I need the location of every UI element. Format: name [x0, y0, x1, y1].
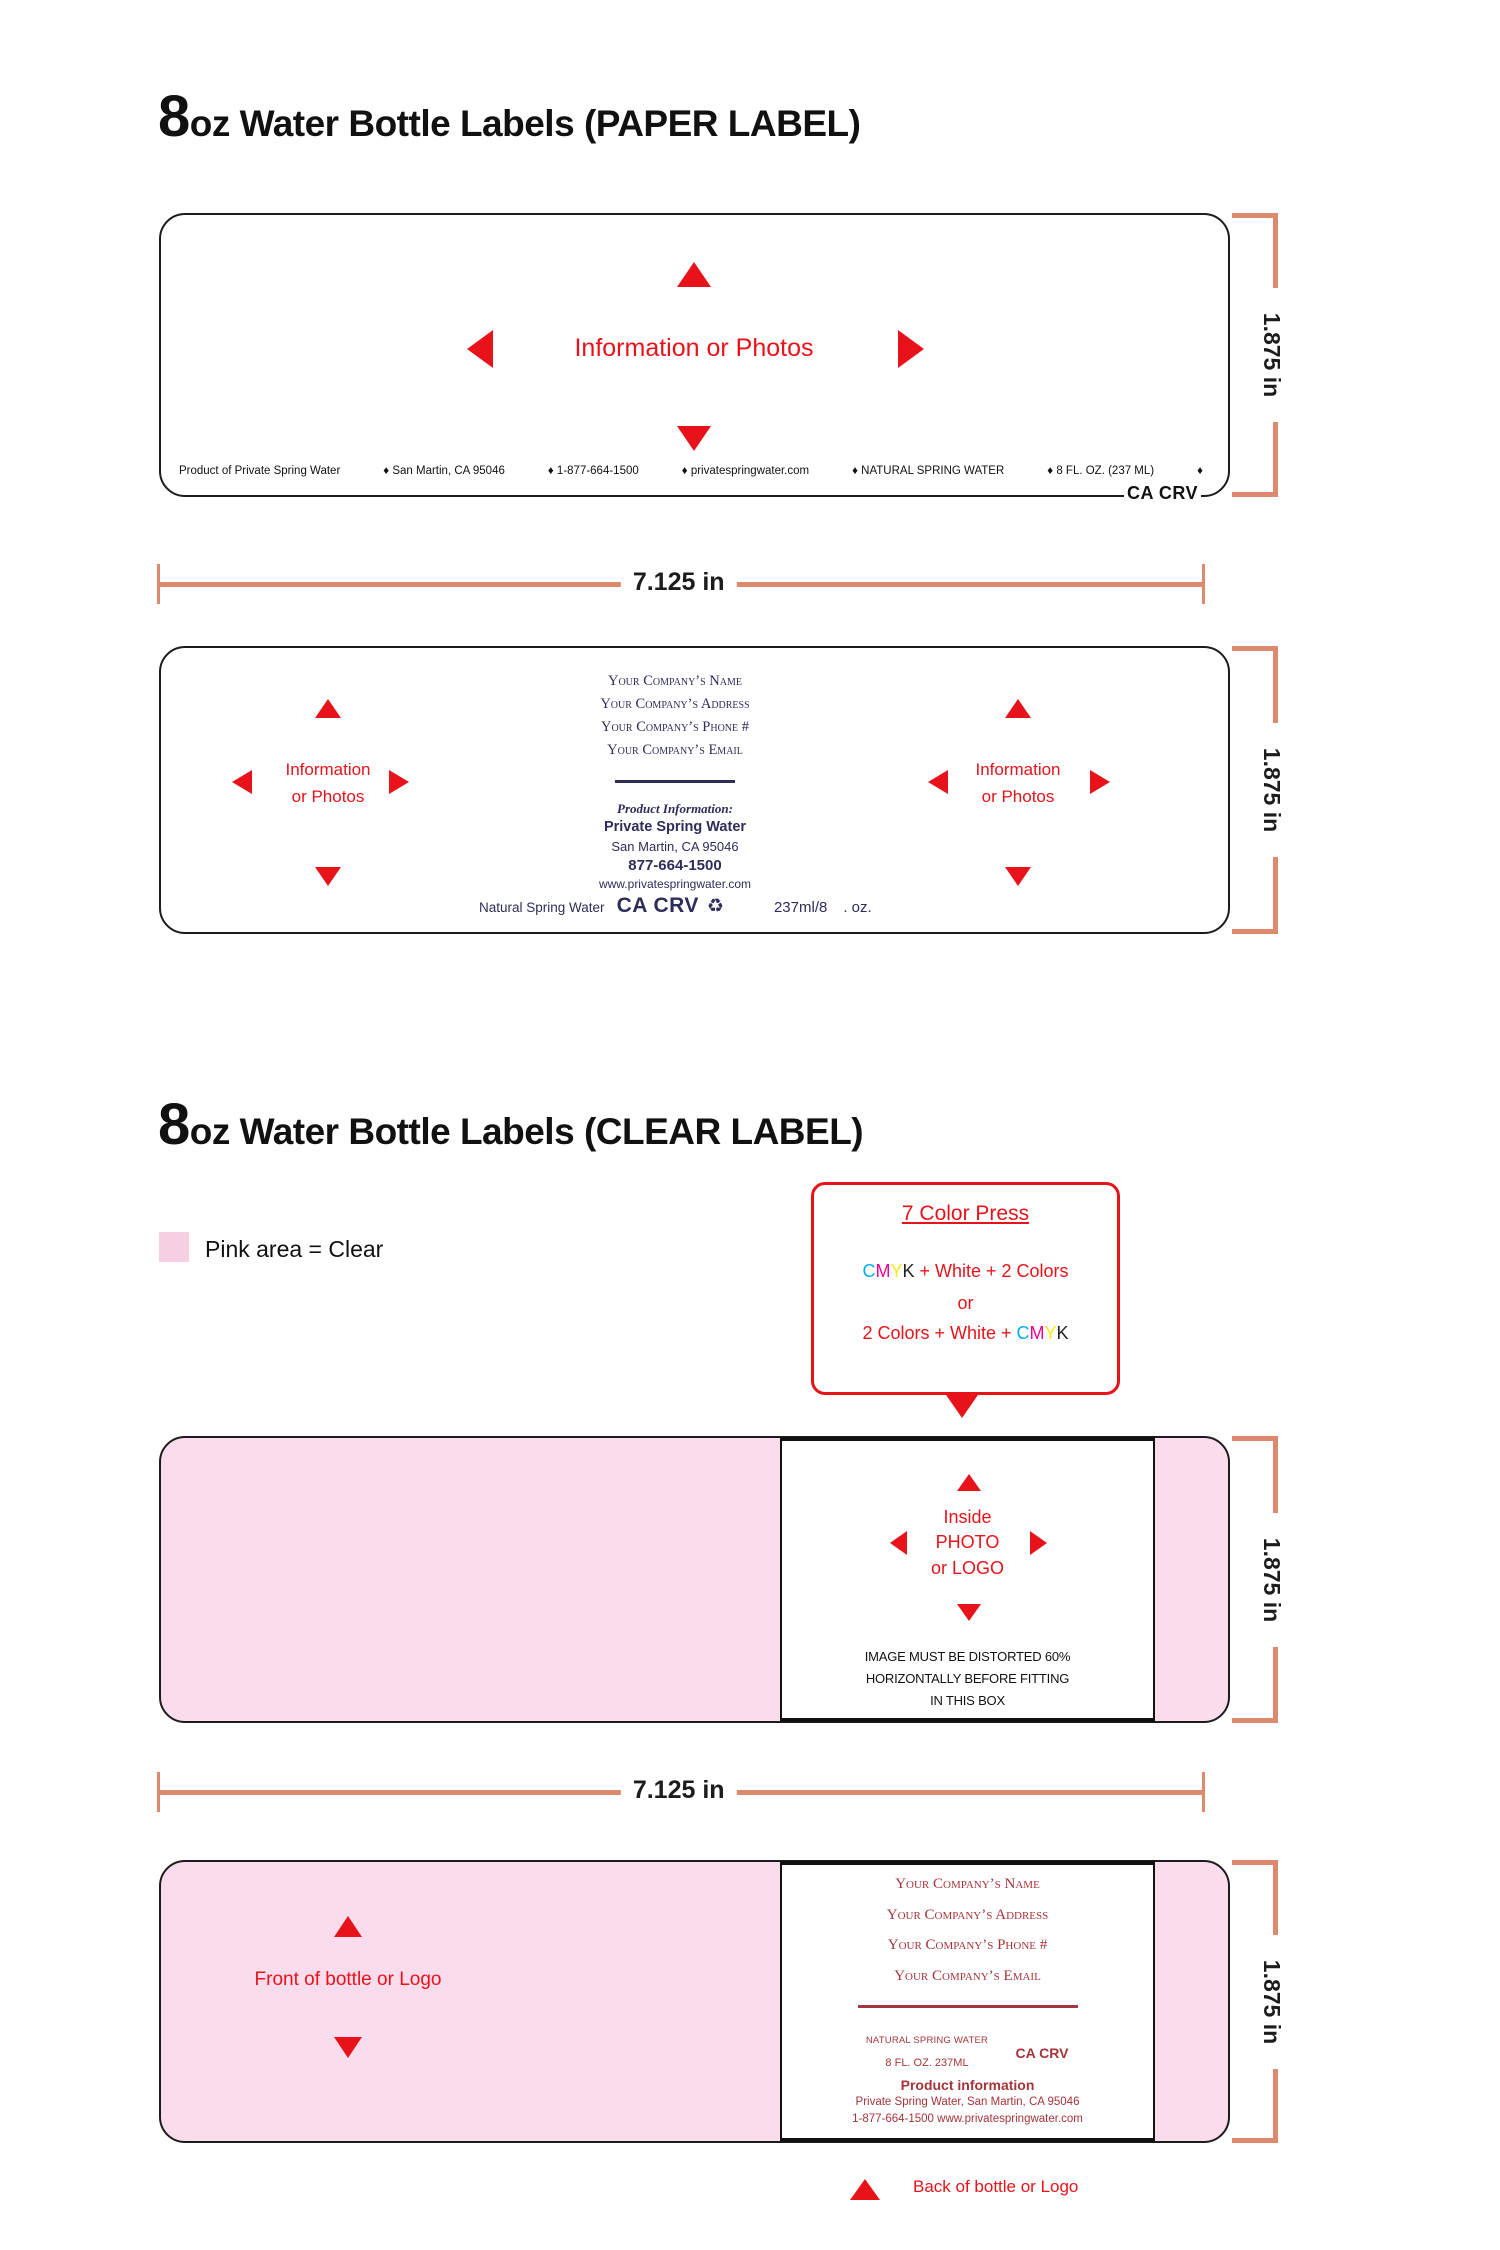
color-press-line1: [814, 1261, 1117, 1282]
company-name: Private Spring Water: [603, 819, 747, 835]
arrow-up-icon: [1005, 699, 1031, 718]
product-info-label: Product information: [900, 2077, 1035, 2093]
back-note-label: Back of bottle or Logo: [913, 2177, 1079, 2196]
arrow-right-icon: [1030, 1531, 1047, 1555]
colored-text-segment: M: [1029, 1323, 1045, 1343]
dimension-line: [1273, 422, 1278, 492]
height-dimension-label: 1.875 in: [1259, 747, 1285, 833]
product-contact-line: 1-877-664-1500 www.privatespringwater.com: [852, 2113, 1083, 2125]
section-title-paper: [158, 84, 861, 149]
arrow-up-icon: [850, 2179, 880, 2200]
colored-text-segment: 2 Colors + White +: [862, 1323, 1017, 1343]
dimension-tick: [1232, 492, 1278, 497]
company-line: Your Company’s Address: [886, 1906, 1049, 1923]
inside-line1: Inside: [943, 1507, 992, 1527]
clear-label-inside: [159, 1436, 1230, 1723]
ca-crv-mark: CA CRV: [616, 894, 699, 917]
dimension-tick: [1202, 564, 1205, 604]
arrow-down-icon: [334, 2037, 362, 2058]
arrow-down-icon: [677, 426, 711, 451]
label-footer-line: [479, 894, 872, 918]
natural-spring-water-text: NATURAL SPRING WATER: [865, 2035, 989, 2046]
color-press-or: or: [957, 1293, 974, 1313]
arrow-right-icon: [898, 330, 924, 368]
colored-text-segment: C: [862, 1261, 876, 1281]
divider-line: [858, 2005, 1078, 2008]
front-placeholder-text: Front of bottle or Logo: [254, 1969, 442, 1990]
company-info-box: [780, 1861, 1155, 2142]
note-line: IMAGE MUST BE DISTORTED 60%: [864, 1649, 1071, 1664]
arrow-down-icon: [1005, 867, 1031, 886]
distortion-note: [782, 1646, 1153, 1712]
placeholder-line: or Photos: [981, 787, 1055, 806]
height-dimension-label: 1.875 in: [1259, 1959, 1285, 2044]
photo-placeholder-text: [948, 756, 1088, 810]
width-dimension: [157, 568, 1205, 596]
unit-text: . oz.: [843, 899, 872, 916]
arrow-up-icon: [315, 699, 341, 718]
placeholder-line: Information: [285, 760, 371, 779]
height-dimension-bracket: [1232, 1436, 1312, 1723]
footer-item: Product of Private Spring Water: [179, 465, 341, 477]
colored-text-segment: K: [902, 1261, 915, 1281]
colored-text-segment: M: [875, 1261, 891, 1281]
title-text: oz Water Bottle Labels (CLEAR LABEL): [189, 1111, 864, 1152]
company-placeholder-lines: [792, 1869, 1143, 1991]
company-line: Your Company’s Phone #: [600, 719, 750, 735]
arrow-left-icon: [928, 770, 948, 794]
dimension-tick: [1232, 1860, 1278, 1865]
placeholder-line: or Photos: [291, 787, 365, 806]
height-dimension-label: 1.875 in: [1259, 1537, 1285, 1622]
arrow-up-icon: [957, 1474, 981, 1491]
color-press-line2: [814, 1323, 1117, 1344]
footer-item: ♦ 1-877-664-1500: [547, 465, 639, 477]
company-line: Your Company’s Name: [895, 1876, 1040, 1892]
arrow-up-icon: [677, 262, 711, 287]
arrow-up-icon: [334, 1916, 362, 1937]
title-number: 8: [158, 84, 190, 149]
colored-text-segment: + White + 2 Colors: [914, 1261, 1069, 1281]
footer-left-text: Natural Spring Water: [479, 900, 605, 915]
legend-label: Pink area = Clear: [205, 1236, 384, 1262]
product-info-label: Product Information:: [617, 801, 733, 816]
note-line: IN THIS BOX: [930, 1693, 1005, 1708]
company-line: Your Company’s Email: [894, 1967, 1041, 1984]
ca-crv-mark: CA CRV: [1015, 2045, 1069, 2061]
company-line: Your Company’s Name: [607, 673, 742, 689]
company-line: Your Company’s Address: [600, 696, 750, 712]
company-phone: 877-664-1500: [628, 857, 722, 874]
colored-text-segment: K: [1056, 1323, 1069, 1343]
width-dimension-label: 7.125 in: [621, 568, 737, 597]
dimension-line: [1273, 218, 1278, 288]
ca-crv-mark: CA CRV: [1124, 483, 1201, 504]
color-press-title: 7 Color Press: [901, 1202, 1030, 1225]
dimension-tick: [1202, 1772, 1205, 1812]
company-line: Your Company’s Phone #: [887, 1937, 1048, 1953]
company-placeholder-lines: [525, 670, 825, 762]
dimension-tick: [1232, 929, 1278, 934]
footer-item: ♦ 8 FL. OZ. (237 ML): [1047, 465, 1155, 477]
arrow-left-icon: [232, 770, 252, 794]
company-city: San Martin, CA 95046: [611, 839, 739, 854]
placeholder-line: Information: [975, 760, 1061, 779]
height-dimension-bracket: [1232, 646, 1312, 934]
label-footer-line: [179, 465, 1203, 477]
arrow-right-icon: [389, 770, 409, 794]
footer-item: ♦ privatespringwater.com: [681, 465, 810, 477]
dimension-tick: [1232, 213, 1278, 218]
paper-label-front: [159, 213, 1230, 503]
color-press-callout: [811, 1182, 1120, 1395]
paper-label-back: [159, 646, 1230, 934]
dimension-line: [1273, 857, 1278, 929]
photo-logo-box: [780, 1437, 1155, 1722]
volume-text: 237ml/8: [773, 899, 828, 916]
section-title-clear: [158, 1092, 864, 1157]
footer-separator: ♦: [1197, 465, 1203, 477]
size-text: 8 FL. OZ. 237ML: [885, 2057, 969, 2069]
dimension-tick: [1232, 1436, 1278, 1441]
company-line: Your Company’s Email: [607, 742, 743, 758]
width-dimension-label: 7.125 in: [621, 1776, 737, 1805]
recycle-icon: ♻: [706, 896, 724, 917]
photo-placeholder-text: [258, 756, 398, 810]
height-dimension-bracket: [1232, 1860, 1312, 2143]
inside-line3: or LOGO: [930, 1558, 1005, 1578]
title-number: 8: [158, 1092, 190, 1157]
height-dimension-label: 1.875 in: [1259, 312, 1285, 398]
title-text: oz Water Bottle Labels (PAPER LABEL): [189, 103, 861, 144]
footer-item: ♦ NATURAL SPRING WATER: [852, 465, 1005, 477]
footer-item: ♦ San Martin, CA 95046: [383, 465, 505, 477]
inside-line2: PHOTO: [935, 1532, 1000, 1552]
dimension-line: [1273, 1647, 1278, 1719]
product-address-line: Private Spring Water, San Martin, CA 95046: [855, 2096, 1080, 2108]
arrow-left-icon: [467, 330, 493, 368]
clear-label-front: [159, 1860, 1230, 2143]
company-website: www.privatespringwater.com: [598, 877, 752, 891]
dimension-line: [1273, 651, 1278, 723]
arrow-down-icon: [957, 1604, 981, 1621]
dimension-line: [1273, 2069, 1278, 2139]
colored-text-segment: C: [1016, 1323, 1030, 1343]
pink-swatch-icon: [159, 1232, 189, 1262]
colored-text-segment: Y: [890, 1261, 903, 1281]
colored-text-segment: Y: [1044, 1323, 1057, 1343]
dimension-tick: [1232, 1718, 1278, 1723]
divider-line: [615, 780, 735, 783]
height-dimension-bracket: [1232, 213, 1312, 497]
dimension-tick: [1232, 646, 1278, 651]
width-dimension: [157, 1776, 1205, 1804]
callout-pointer-icon: [944, 1392, 980, 1418]
arrow-right-icon: [1090, 770, 1110, 794]
photo-placeholder-text: Information or Photos: [574, 334, 814, 362]
arrow-down-icon: [315, 867, 341, 886]
dimension-line: [1273, 1865, 1278, 1935]
dimension-tick: [1232, 2138, 1278, 2143]
dimension-line: [1273, 1441, 1278, 1513]
note-line: HORIZONTALLY BEFORE FITTING: [865, 1671, 1070, 1686]
